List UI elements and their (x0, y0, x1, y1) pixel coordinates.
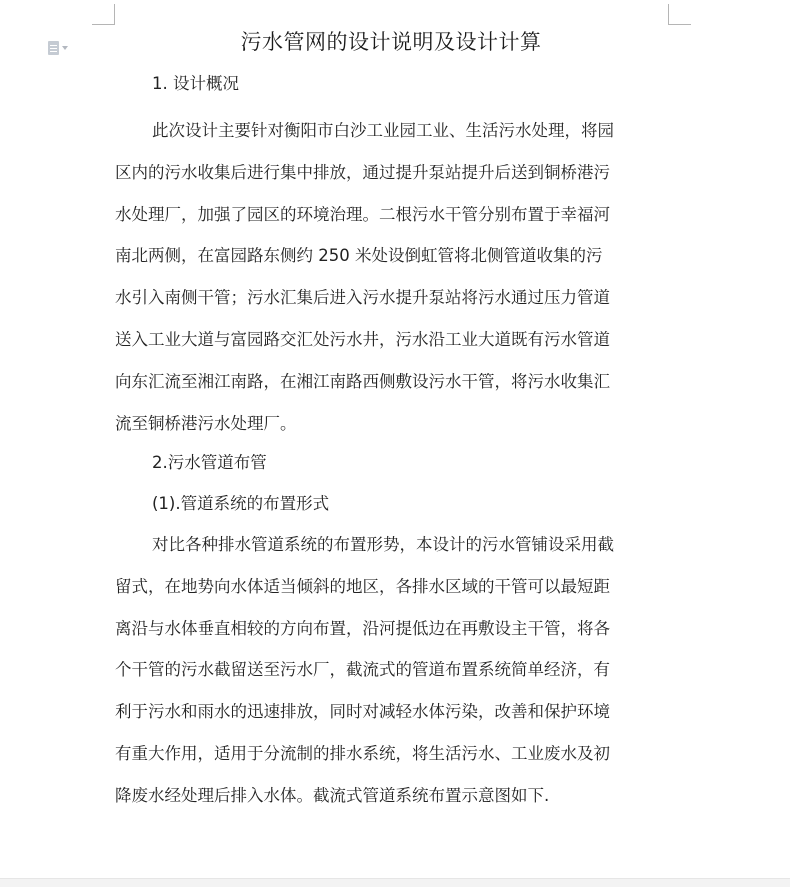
paragraph-line: 此次设计主要针对衡阳市白沙工业园工业、生活污水处理，将园 (152, 121, 614, 140)
paragraph-line: 个干管的污水截留送至污水厂，截流式的管道布置系统简单经济，有 (115, 660, 610, 680)
paragraph-line: 流至铜桥港污水处理厂。 (115, 413, 297, 433)
paragraph-line: 向东汇流至湘江南路，在湘江南路西侧敷设污水干管，将污水收集汇 (115, 371, 610, 391)
paragraph-line: 区内的污水收集后进行集中排放，通过提升泵站提升后送到铜桥港污 (115, 162, 610, 182)
paragraph-line: 送入工业大道与富园路交汇处污水井，污水沿工业大道既有污水管道 (115, 329, 610, 349)
paragraph-line: 有重大作用，适用于分流制的排水系统，将生活污水、工业废水及初 (115, 743, 610, 763)
paragraph-line: 留式，在地势向水体适当倾斜的地区，各排水区域的干管可以最短距 (115, 576, 610, 596)
crop-mark-top-left (92, 4, 115, 25)
paragraph-line: 水处理厂，加强了园区的环境治理。二根污水干管分别布置于幸福河 (115, 204, 610, 224)
paragraph-line: 降废水经处理后排入水体。截流式管道系统布置示意图如下. (115, 785, 550, 805)
crop-mark-top-right (668, 4, 691, 25)
paragraph-line: 南北两侧，在富园路东侧约 250 米处设倒虹管将北侧管道收集的污 (115, 246, 603, 266)
document-title: 污水管网的设计说明及设计计算 (240, 30, 542, 54)
paragraph-line: 利于污水和雨水的迅速排放，同时对减轻水体污染，改善和保护环境 (115, 702, 610, 722)
paragraph-line: 对比各种排水管道系统的布置形势，本设计的污水管铺设采用截 (152, 535, 614, 554)
layout-paragraph (115, 524, 670, 817)
section-heading-pipe-layout: 2.污水管道布管 (152, 453, 267, 472)
section-heading-overview: 1. 设计概况 (152, 74, 239, 93)
paragraph-line: 离沿与水体垂直相较的方向布置，沿河提低边在再敷设主干管，将各 (115, 618, 610, 638)
overview-paragraph (115, 110, 670, 444)
paragraph-line: 水引入南侧干管；污水汇集后进入污水提升泵站将污水通过压力管道 (115, 288, 610, 308)
subsection-heading-layout-form: (1).管道系统的布置形式 (152, 494, 330, 513)
